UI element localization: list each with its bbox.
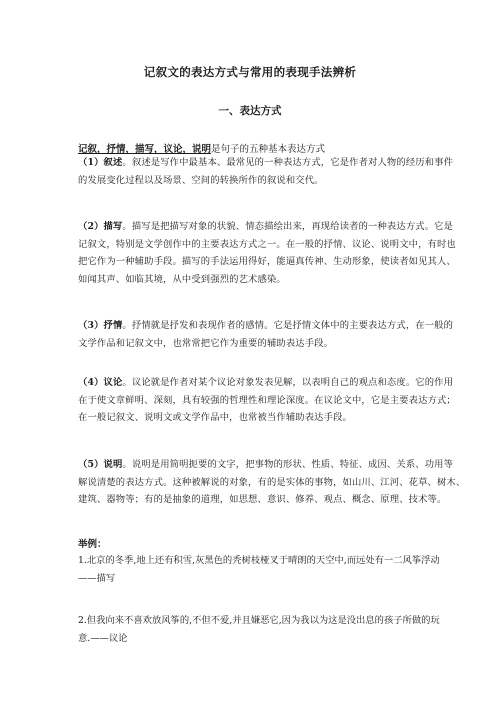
paragraph-line: 文学作品和记叙文中，也常常把它作为重要的辅助表达手段。 xyxy=(78,337,334,349)
paragraph-term: 说明 xyxy=(103,459,123,470)
paragraph-text: 。描写是把描写对象的状貌、情态描绘出来，再现给读者的一种表达方式。它是 xyxy=(122,221,454,232)
example-line: 2.但我向来不喜欢放风筝的,不但不爱,并且嫌恶它,因为我以为这是没出息的孩子所做的玩 xyxy=(78,615,440,626)
paragraph-description xyxy=(78,218,456,288)
paragraph-term: 描写 xyxy=(103,221,123,232)
paragraph-number: （2） xyxy=(78,221,104,232)
paragraph-text: 。说明是用简明扼要的文字，把事物的形状、性质、特征、成因、关系、功用等 xyxy=(122,459,454,470)
paragraph-term: 叙述 xyxy=(103,157,123,168)
example-line: ——描写 xyxy=(78,572,116,584)
paragraph-exposition xyxy=(78,456,466,509)
paragraph-line xyxy=(78,374,454,392)
paragraph-term: 抒情 xyxy=(103,320,123,331)
examples-heading: 举例： xyxy=(78,539,107,550)
paragraph-line: 记叙文，特别是文学创作中的主要表达方式之一。在一般的抒情、议论、说明文中，有时也 xyxy=(78,238,456,250)
example-line: 1.北京的冬季,地上还有积雪,灰黑色的秃树枝桠叉于晴朗的天空中,而远处有一二风筝浮动 xyxy=(78,555,440,566)
example-item xyxy=(78,612,438,647)
paragraph-number: （3） xyxy=(78,320,104,331)
intro-text: 是句子的五种基本表达方式 xyxy=(211,144,326,155)
document-title: 记叙文的表达方式与常用的表现手法辨析 xyxy=(143,65,357,79)
paragraph-line: 在于使文章鲜明、深刻，具有较强的哲理性和理论深度。在议论文中，它是主要表达方式； xyxy=(78,394,456,406)
paragraph-lyric xyxy=(78,317,454,352)
section-heading: 一、表达方式 xyxy=(218,105,282,117)
paragraph-line: 建筑、器物等；有的是抽象的道理，如思想、意识、修养、观点、概念、原理、技术等。 xyxy=(78,494,447,505)
paragraph-narration xyxy=(78,154,454,189)
example-item xyxy=(78,552,438,587)
paragraph-line xyxy=(78,218,454,236)
paragraph-text: 。抒情就是抒发和表现作者的感情。它是抒情文体中的主要表达方式，在一般的 xyxy=(122,320,454,331)
paragraph-line: 解说清楚的表达方式。这种被解说的对象，有的是实体的事物，如山川、江河、花草、树木、 xyxy=(78,476,466,488)
intro-underlined-terms: 记叙，抒情，描写，议论，说明 xyxy=(78,144,212,155)
paragraph-line: 如闻其声、如临其境，从中受到强烈的艺术感染。 xyxy=(78,273,286,285)
paragraph-text: 。议论就是作者对某个议论对象发表见解，以表明自己的观点和态度。它的作用 xyxy=(122,377,454,388)
paragraph-line xyxy=(78,456,454,474)
paragraph-line xyxy=(78,317,454,335)
paragraph-line xyxy=(78,154,454,172)
paragraph-argument xyxy=(78,374,456,427)
paragraph-term: 议论 xyxy=(103,377,123,388)
paragraph-line: 把它作为一种辅助手段。描写的手法运用得好，能逼真传神、生动形象，使读者如见其人、 xyxy=(78,256,456,267)
paragraph-number: （1） xyxy=(78,157,104,168)
intro-line xyxy=(78,141,458,155)
paragraph-text: 。叙述是写作中最基本、最常见的一种表达方式，它是作者对人物的经历和事件 xyxy=(122,157,454,168)
paragraph-line: 的发展变化过程以及场景、空间的转换所作的叙说和交代。 xyxy=(78,174,324,186)
paragraph-number: （5） xyxy=(78,459,104,470)
example-line: 意.——议论 xyxy=(78,632,128,644)
paragraph-line: 在一般记叙文、说明文或文学作品中，也常被当作辅助表达手段。 xyxy=(78,412,352,423)
paragraph-number: （4） xyxy=(78,377,104,388)
